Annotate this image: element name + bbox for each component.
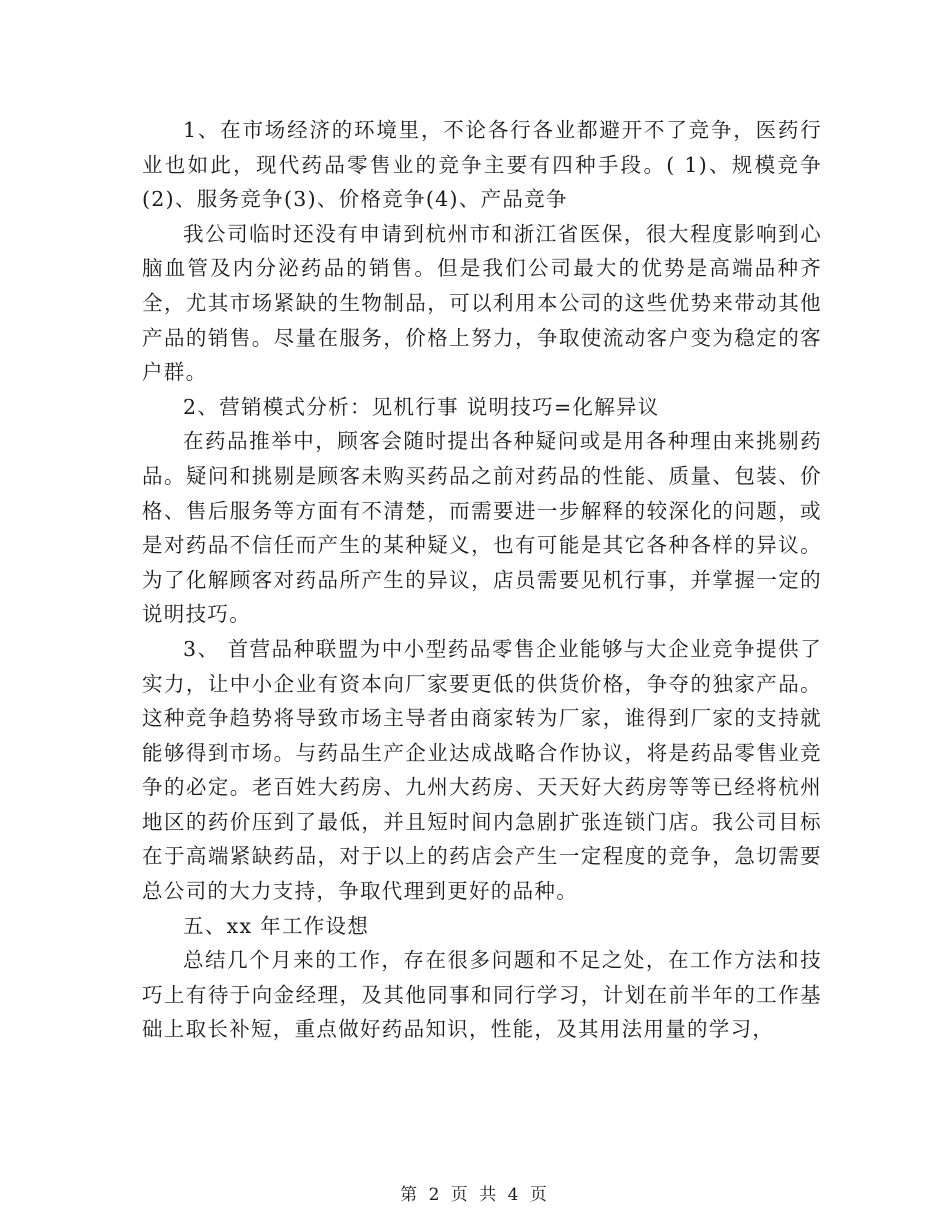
page-number-footer: 第 2 页 共 4 页: [400, 1185, 550, 1205]
paragraph-competition-means: 1、在市场经济的环境里，不论各行各业都避开不了竞争，医药行业也如此，现代药品零售业的竞争主要有四种手段。( 1)、规模竞争(2)、服务竞争(3)、价格竞争(4)、产品竞争: [142, 118, 822, 212]
paragraph-marketing-heading: 2、营销模式分析：见机行事 说明技巧=化解异议: [183, 394, 660, 419]
paragraph-company-status: 我公司临时还没有申请到杭州市和浙江省医保，很大程度影响到心脑血管及内分泌药品的销售。但是我们公司最大的优势是高端品种齐全，尤其市场紧缺的生物制品，可以利用本公司的这些优势来带动其他产品的销售。尽量在服务，价格上努力，争取使流动客户变为稳定的客户群。: [142, 221, 822, 385]
paragraph-alliance: 3、 首营品种联盟为中小型药品零售企业能够与大企业竞争提供了实力，让中小企业有资本向厂家要更低的供货价格，争夺的独家产品。这种竞争趋势将导致市场主导者由商家转为厂家，谁得到厂家的支持就能够得到市场。与药品生产企业达成战略合作协议，将是药品零售业竞争的必定。老百姓大药房、九州大药房、天天好大药房等等已经将杭州地区的药价压到了最低，并且短时间内急剧扩张连锁门店。我公司目标在于高端紧缺药品，对于以上的药店会产生一定程度的竞争，急切需要总公司的大力支持，争取代理到更好的品种。: [142, 636, 822, 904]
paragraph-work-summary: 总结几个月来的工作，存在很多问题和不足之处，在工作方法和技巧上有待于向金经理，及其他同事和同行学习，计划在前半年的工作基础上取长补短，重点做好药品知识，性能，及其用法用量的学习，: [142, 948, 822, 1042]
paragraph-customer-objections: 在药品推举中，顾客会随时提出各种疑问或是用各种理由来挑剔药品。疑问和挑剔是顾客未购买药品之前对药品的性能、质量、包装、价格、售后服务等方面有不清楚，而需要进一步解释的较深化的问题，或是对药品不信任而产生的某种疑义，也有可能是其它各种各样的异议。为了化解顾客对药品所产生的异议，店员需要见机行事，并掌握一定的说明技巧。: [142, 429, 822, 627]
section-heading-work-plan: 五、xx 年工作设想: [183, 913, 370, 938]
document-body: [142, 113, 822, 1047]
